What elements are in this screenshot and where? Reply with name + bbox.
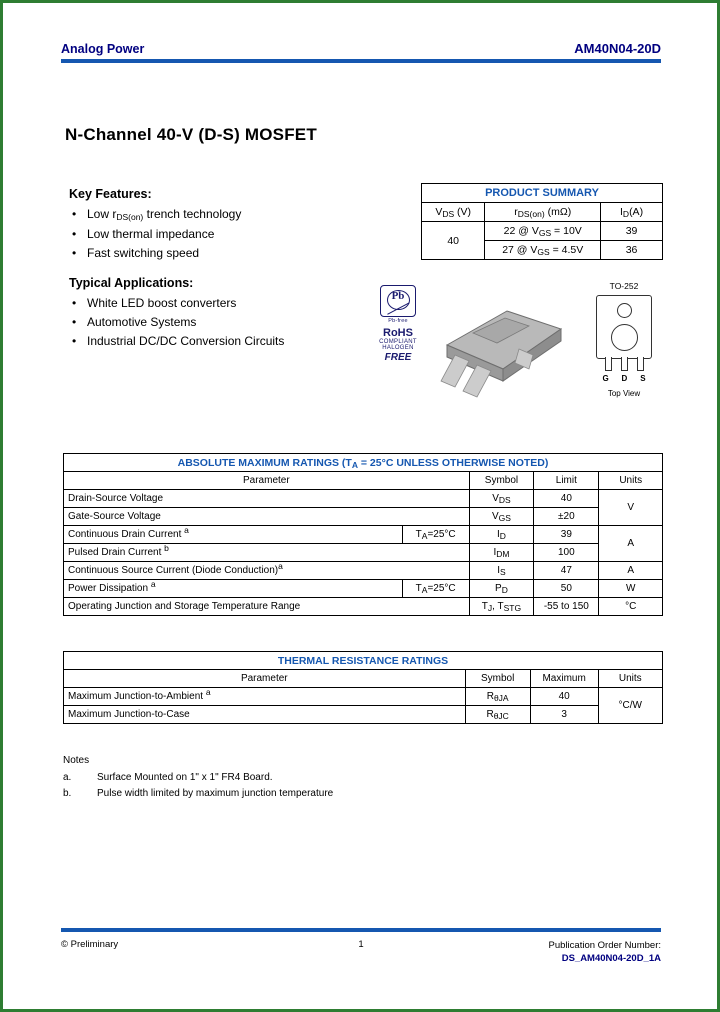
company-name: Analog Power	[61, 42, 145, 56]
page-footer	[61, 939, 661, 965]
list-item: • Low $r_{DS(on)}$ trench technology	[69, 207, 399, 223]
cell-symbol: $T_J$, $T_{STG}$	[469, 598, 534, 616]
pb-free-label: Pb-free	[388, 318, 408, 324]
package-name: TO-252	[609, 281, 639, 291]
package-outline-icon	[596, 295, 652, 359]
rohs-compliant-label: COMPLIANT	[379, 339, 417, 345]
list-item: • Low thermal impedance	[69, 227, 399, 242]
pb-free-icon	[380, 285, 416, 317]
typical-applications-heading: Typical Applications:	[69, 276, 194, 290]
cell-parameter: Power Dissipation $^a$	[64, 580, 403, 598]
note-item	[63, 788, 623, 799]
page-number: 1	[358, 939, 364, 950]
cell-limit: -55 to 150	[534, 598, 599, 616]
cell-units: °C/W	[598, 688, 662, 724]
product-summary-table	[421, 183, 663, 260]
cell-maximum: 3	[530, 706, 598, 724]
cell-limit: 100	[534, 544, 599, 562]
cell-units: °C	[599, 598, 663, 616]
notes-heading: Notes	[63, 755, 90, 766]
table-row	[64, 598, 663, 616]
cell-limit: ±20	[534, 508, 599, 526]
table-row	[64, 580, 663, 598]
header-divider	[61, 59, 661, 63]
cell-symbol: $R_{\theta JA}$	[465, 688, 530, 706]
cell-id-2: 36	[601, 241, 663, 260]
column-header-symbol: Symbol	[465, 670, 530, 688]
list-item: • Industrial DC/DC Conversion Circuits	[69, 334, 409, 349]
cell-limit: 50	[534, 580, 599, 598]
package-3d-illustration	[433, 293, 573, 403]
column-header-vds: $V_{DS}$ (V)	[422, 203, 485, 222]
table-row	[64, 706, 663, 724]
cell-symbol: $I_S$	[469, 562, 534, 580]
table-row	[64, 490, 663, 508]
typical-applications-list	[69, 296, 409, 349]
thermal-resistance-table	[63, 651, 663, 724]
key-features-list	[69, 207, 399, 261]
note-item	[63, 772, 623, 783]
notes-section	[63, 755, 623, 804]
list-item: • White LED boost converters	[69, 296, 409, 311]
cell-parameter: Maximum Junction-to-Case	[64, 706, 466, 724]
table-row	[64, 562, 663, 580]
package-topview	[586, 281, 662, 398]
rohs-label: RoHS	[383, 327, 413, 339]
column-header-symbol: Symbol	[469, 472, 534, 490]
typical-applications-section	[69, 276, 409, 353]
free-label: FREE	[384, 352, 412, 363]
product-summary-title: PRODUCT SUMMARY	[422, 184, 663, 203]
column-header-units: Units	[599, 472, 663, 490]
table-row	[64, 508, 663, 526]
table-row	[64, 544, 663, 562]
page-header	[61, 41, 661, 63]
publication-label: Publication Order Number:	[548, 940, 661, 951]
list-item: • Fast switching speed	[69, 246, 399, 261]
cell-rdson-2: 27 @ $V_{GS} = 4.5V$	[485, 241, 601, 260]
cell-symbol: $I_{DM}$	[469, 544, 534, 562]
note-text: Surface Mounted on 1" x 1" FR4 Board.	[97, 772, 273, 783]
pin-labels	[596, 374, 652, 383]
pin-label-s: S	[640, 374, 646, 383]
column-header-id: $I_D(A)$	[601, 203, 663, 222]
key-features-section	[69, 187, 399, 265]
topview-caption: Top View	[607, 389, 641, 398]
list-item: • Automotive Systems	[69, 315, 409, 330]
column-header-rdson: $r_{DS(on)}$ (mΩ)	[485, 203, 601, 222]
cell-condition: $T_A=25^\circ C$	[402, 526, 469, 544]
cell-id-1: 39	[601, 222, 663, 241]
table-row	[64, 688, 663, 706]
cell-symbol: $P_D$	[469, 580, 534, 598]
page-title: N-Channel 40-V (D-S) MOSFET	[65, 125, 317, 144]
cell-parameter: Pulsed Drain Current $^b$	[64, 544, 470, 562]
cell-maximum: 40	[530, 688, 598, 706]
note-text: Pulse width limited by maximum junction temperature	[97, 788, 334, 799]
cell-symbol: $V_{GS}$	[469, 508, 534, 526]
halogen-label: HALOGEN	[382, 345, 414, 351]
column-header-parameter: Parameter	[64, 472, 470, 490]
column-header-maximum: Maximum	[530, 670, 598, 688]
column-header-parameter: Parameter	[64, 670, 466, 688]
pin-label-d: D	[621, 374, 628, 383]
table-row	[64, 526, 663, 544]
note-key: a.	[63, 772, 72, 783]
pin-label-g: G	[602, 374, 609, 383]
cell-units: A	[599, 562, 663, 580]
key-features-heading: Key Features:	[69, 187, 152, 201]
footer-divider	[61, 928, 661, 932]
cell-units: W	[599, 580, 663, 598]
cell-symbol: $V_{DS}$	[469, 490, 534, 508]
cell-limit: 47	[534, 562, 599, 580]
cell-limit: 39	[534, 526, 599, 544]
thermal-title: THERMAL RESISTANCE RATINGS	[64, 652, 663, 670]
part-number: AM40N04-20D	[574, 41, 661, 56]
column-header-units: Units	[598, 670, 662, 688]
cell-symbol: $I_D$	[469, 526, 534, 544]
cell-vds-value: 40	[422, 222, 485, 260]
cell-parameter: Continuous Source Current (Diode Conduction)$^a$	[64, 562, 470, 580]
cell-parameter: Continuous Drain Current $^a$	[64, 526, 403, 544]
cell-limit: 40	[534, 490, 599, 508]
abs-max-title: ABSOLUTE MAXIMUM RATINGS ($T_A = 25^\circ C$ UNLESS OTHERWISE NOTED)	[64, 454, 663, 472]
absolute-maximum-ratings-table	[63, 453, 663, 616]
cell-symbol: $R_{\theta JC}$	[465, 706, 530, 724]
cell-parameter: Maximum Junction-to-Ambient $^a$	[64, 688, 466, 706]
cell-units: V	[599, 490, 663, 526]
cell-parameter: Drain-Source Voltage	[64, 490, 470, 508]
cell-condition: $T_A=25^\circ C$	[402, 580, 469, 598]
footer-left: © Preliminary	[61, 939, 119, 950]
rohs-logo	[373, 285, 423, 363]
publication-number: DS_AM40N04-20D_1A	[561, 953, 661, 964]
note-key: b.	[63, 788, 72, 799]
column-header-limit: Limit	[534, 472, 599, 490]
cell-parameter: Gate-Source Voltage	[64, 508, 470, 526]
pb-label: Pb	[391, 290, 405, 302]
cell-rdson-1: 22 @ $V_{GS} = 10V$	[485, 222, 601, 241]
cell-units: A	[599, 526, 663, 562]
cell-parameter: Operating Junction and Storage Temperature Range	[64, 598, 470, 616]
